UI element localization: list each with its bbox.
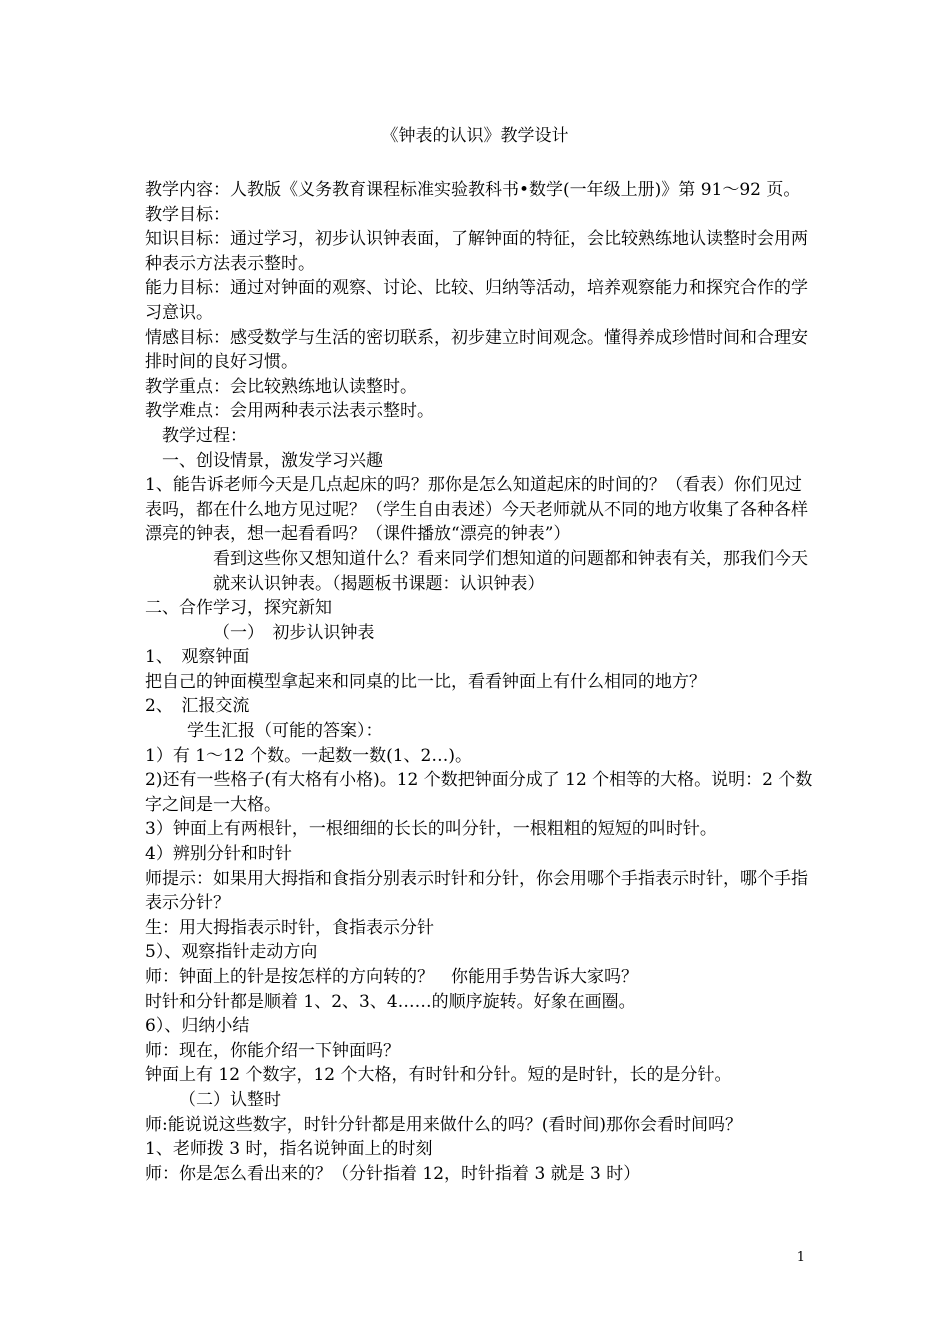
page-number: 1 xyxy=(796,1250,805,1265)
paragraph: 师提示：如果用大拇指和食指分别表示时针和分针，你会用哪个手指表示时针，哪个手指表示分针？ xyxy=(145,868,808,914)
document-body xyxy=(145,178,815,1186)
paragraph: 钟面上有 12 个数字，12 个大格，有时针和分针。短的是时针，长的是分针。 xyxy=(145,1065,732,1086)
paragraph: 学生汇报（可能的答案）： xyxy=(187,721,383,742)
paragraph: 情感目标：感受数学与生活的密切联系，初步建立时间观念。懂得养成珍惜时间和合理安排时间的良好习惯。 xyxy=(145,327,808,373)
paragraph: 教学过程： xyxy=(162,425,247,446)
paragraph: 5）、观察指针走动方向 xyxy=(145,942,318,963)
paragraph: 3）钟面上有两根针，一根细细的长长的叫分针，一根粗粗的短短的叫时针。 xyxy=(145,819,717,840)
paragraph: 1、能告诉老师今天是几点起床的吗？那你是怎么知道起床的时间的？（看表）你们见过表吗，都在什么地方见过呢？（学生自由表述）今天老师就从不同的地方收集了各种各样漂亮的钟表，想一起看看吗？（课件播放“漂亮的钟表”） xyxy=(145,475,808,545)
paragraph: 1）有 1～12 个数。一起数一数(1、2…)。 xyxy=(145,745,472,766)
paragraph: 教学内容：人教版《义务教育课程标准实验教科书•数学(一年级上册)》第 91～92 页。 xyxy=(145,180,801,200)
paragraph: 把自己的钟面模型拿起来和同桌的比一比，看看钟面上有什么相同的地方？ xyxy=(145,671,706,692)
paragraph: 师:能说说这些数字，时针分针都是用来做什么的吗？(看时间)那你会看时间吗？ xyxy=(145,1114,742,1135)
paragraph: 4）辨别分针和时针 xyxy=(145,844,292,865)
paragraph: 师：现在，你能介绍一下钟面吗？ xyxy=(145,1040,400,1061)
paragraph: 2、 汇报交流 xyxy=(145,696,250,717)
paragraph: 生：用大拇指表示时针，食指表示分针 xyxy=(145,917,434,938)
paragraph: 一、创设情景，激发学习兴趣 xyxy=(162,450,383,471)
paragraph: 6）、归纳小结 xyxy=(145,1016,250,1037)
paragraph: 教学重点：会比较熟练地认读整时。 xyxy=(145,376,417,397)
paragraph: 二、合作学习，探究新知 xyxy=(145,598,332,619)
paragraph: 知识目标：通过学习，初步认识钟表面，了解钟面的特征，会比较熟练地认读整时会用两种表示方法表示整时。 xyxy=(145,229,808,274)
paragraph: 1、老师拨 3 时，指名说钟面上的时刻 xyxy=(145,1139,433,1160)
document-title: 《钟表的认识》教学设计 xyxy=(381,126,569,146)
paragraph: 能力目标：通过对钟面的观察、讨论、比较、归纳等活动，培养观察能力和探究合作的学习意识。 xyxy=(145,278,808,323)
paragraph: 1、 观察钟面 xyxy=(145,647,250,668)
paragraph: 教学目标： xyxy=(145,204,230,225)
paragraph: 教学难点：会用两种表示法表示整时。 xyxy=(145,401,434,422)
paragraph: 师：你是怎么看出来的？（分针指着 12，时针指着 3 就是 3 时） xyxy=(145,1163,641,1184)
paragraph: （二）认整时 xyxy=(179,1089,281,1110)
paragraph: （一） 初步认识钟表 xyxy=(213,622,375,643)
paragraph: 师：钟面上的针是按怎样的方向转的？ 你能用手势告诉大家吗？ xyxy=(145,967,638,987)
paragraph: 2)还有一些格子(有大格有小格)。12 个数把钟面分成了 12 个相等的大格。说明：2 个数字之间是一大格。 xyxy=(145,770,813,815)
paragraph: 看到这些你又想知道什么？看来同学们想知道的问题都和钟表有关，那我们今天就来认识钟表。（揭题板书课题：认识钟表） xyxy=(213,548,808,594)
paragraph: 时针和分针都是顺着 1、2、3、4……的顺序旋转。好象在画圈。 xyxy=(145,991,636,1012)
